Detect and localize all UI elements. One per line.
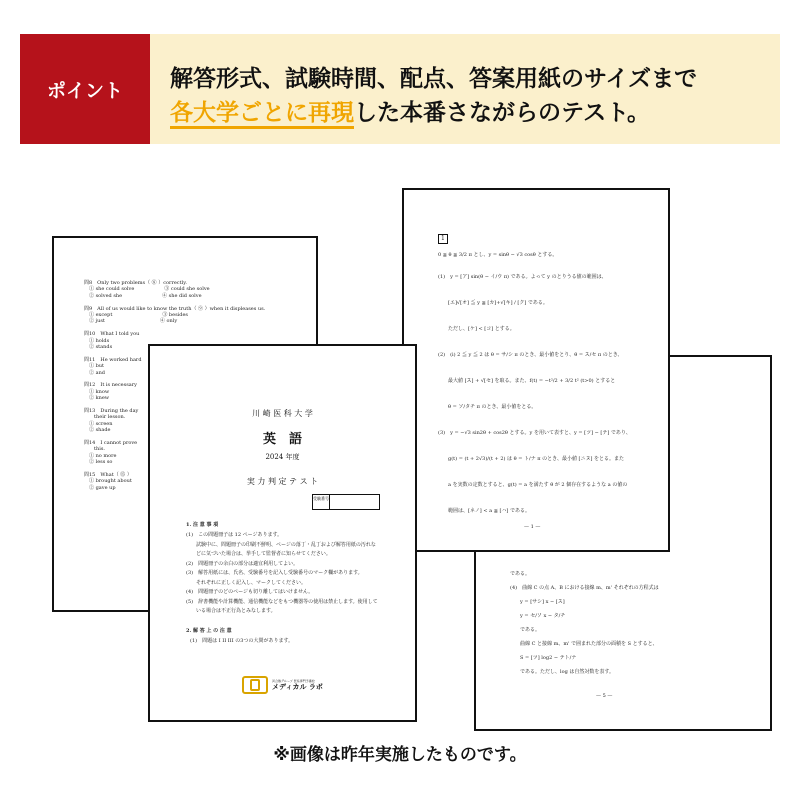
- note-line: それぞれに正しく記入し、マークしてください。: [186, 579, 307, 586]
- math1-page-number: — 1 —: [524, 524, 541, 530]
- question-line: ② knew: [84, 395, 110, 402]
- question-line: ① she could solve ③ could she solve: [84, 286, 210, 293]
- note-line: (5) 辞書機能や計算機能、通信機能などをもつ機器等の使用は禁止します。使用して: [186, 598, 378, 605]
- math5-page-number: — 5 —: [596, 693, 613, 699]
- point-badge: ポイント: [20, 34, 150, 144]
- banner-headline-rest: した本番さながらのテスト。: [354, 100, 651, 126]
- banner-headline-line2: [170, 94, 650, 127]
- question-line: ① holds: [84, 337, 110, 344]
- math1-line: (3) y = −√3 sin2θ + cos2θ とする。y を用いて表すと、y = [ツ] − [テ] であり、: [438, 430, 631, 436]
- english-cover-sheet: [148, 344, 417, 722]
- math1-intro: 0 ≦ θ ≦ 3/2 π とし、y = sinθ − √3 cosθ とする。: [438, 252, 558, 258]
- math5-line: 曲線 C と接線 m、m' で囲まれた部分の面積を S とすると、: [510, 641, 658, 647]
- question-line: ① know: [84, 388, 110, 395]
- math1-line: ただし、[ケ] < [コ] とする。: [438, 326, 515, 332]
- note-line: いる場合は不正行為とみなします。: [186, 608, 276, 614]
- note-line: どに気づいた場合は、挙手して監督者に知らせてください。: [186, 551, 331, 557]
- question-line: 問15 What（ ⑮ ）: [84, 472, 132, 478]
- math5-line: S = [ツ] log2 − テト/ナ: [510, 655, 577, 661]
- logo-subtitle: 河合塾グループ 医系専門予備校: [272, 679, 315, 683]
- point-banner: [20, 34, 780, 144]
- answer-notes-title: 2. 解 答 上 の 注 意: [186, 628, 232, 634]
- caption-note: ※画像は昨年実施したものです。: [273, 745, 527, 765]
- math1-line: a を実数の定数とすると、g(t) = a を満たす θ が 2 個存在するような a の値の: [438, 482, 628, 488]
- question-line: ② gave up: [84, 484, 116, 491]
- math-sheet-page1: [402, 188, 670, 552]
- math5-line: である。: [510, 627, 541, 633]
- math1-line: (2) (i) 2 ≦ y ≦ 2 は θ = サ/シ π のとき、最小値をとり、θ = ス/セ π のとき、: [438, 352, 623, 358]
- math5-line: y = [サシ] x − [ス]: [510, 599, 565, 605]
- logo-mark-icon: [242, 676, 268, 694]
- exam-number-box: [312, 494, 380, 510]
- question-line: ② stands: [84, 344, 113, 350]
- exam-number-label: 受験番号: [313, 495, 330, 509]
- question-line: ① except ③ besides: [84, 312, 188, 318]
- math1-problem-number: 1: [438, 234, 448, 244]
- note-line: (2) 問題冊子の余白の部分は適宜利用してよい。: [186, 560, 299, 567]
- math5-line: である。ただし、log は自然対数を表す。: [510, 669, 615, 675]
- notes-title: 1. 注 意 事 項: [186, 522, 219, 528]
- banner-headline-line1: 解答形式、試験時間、配点、答案用紙のサイズまで: [170, 66, 698, 92]
- question-line: 問14 I cannot prove: [84, 440, 138, 446]
- question-line: 問8 Only two problems（ ⑧ ）correctly.: [84, 280, 187, 286]
- logo-name: メディカル ラボ: [272, 683, 323, 691]
- question-line: 問10 What I told you: [84, 331, 140, 338]
- medical-lab-logo: [242, 676, 323, 694]
- question-line: 問11 He worked hard: [84, 356, 142, 363]
- math5-line: (4) 曲線 C の点 A、B における接線 m、m' それぞれの方程式は: [510, 585, 659, 591]
- question-line: ② shade: [84, 427, 111, 434]
- math1-line: (1) y = [ア] sin(θ − イ/ウ π) である。よって y のとりうる値の範囲は、: [438, 274, 607, 280]
- question-line: ② solved she ④ she did solve: [84, 292, 202, 299]
- math1-line: g(t) = (t + 2√3)/(t + 2) は θ = ト/ナ π のとき、最小値 [ニヌ] をとる。また: [438, 456, 625, 462]
- question-line: ① screen: [84, 420, 113, 427]
- math1-line: [エ]√[オ] ≦ y ≦ [カ]+√[キ] / [ク] である。: [438, 300, 548, 306]
- math1-line: 最大値 [ス] + √[セ] を取る。また、f(t) = −t²/2 + 3/2 t² (t>0) とすると: [438, 378, 616, 384]
- math5-line: y = セ/ソ x − タ/チ: [510, 613, 566, 619]
- note-line: 試験中に、問題冊子の印刷不鮮明、ページの落丁・乱丁および解答用紙の汚れな: [186, 541, 376, 548]
- question-line: ① brought about: [84, 478, 132, 485]
- note-line: (1) この問題冊子は 12 ページあります。: [186, 532, 283, 538]
- question-line: ② less so: [84, 459, 113, 466]
- note-line: (3) 解答用紙には、氏名、受験番号を記入し受験番号のマーク欄があります。: [186, 570, 363, 576]
- question-line: this.: [84, 446, 105, 453]
- math5-line: である。: [510, 571, 531, 577]
- question-line: their lesson.: [84, 414, 126, 421]
- answer-note: (1) 問題は I II III の3つの大問があります。: [190, 638, 294, 644]
- question-line: 問12 It is necessary: [84, 382, 137, 389]
- question-line: ① no more: [84, 452, 117, 459]
- banner-highlight: 各大学ごとに再現: [170, 100, 354, 129]
- cover-university: 川 崎 医 科 大 学: [252, 409, 313, 418]
- cover-subject: 英 語: [262, 432, 302, 447]
- question-line: ② and: [84, 369, 105, 376]
- question-line: ① but: [84, 363, 105, 370]
- question-line: 問13 During the day: [84, 408, 139, 414]
- math1-line: θ = ソ/タチ π のとき、最小値をとる。: [438, 404, 537, 410]
- cover-test-name: 実 力 判 定 テ ス ト: [246, 477, 319, 486]
- question-line: 問9 All of us would like to know the truth（ ⑨ ）when it displeases us.: [84, 305, 266, 312]
- cover-year: 2024 年度: [265, 453, 300, 461]
- note-line: (4) 問題冊子のどのページも切り離してはいけません。: [186, 589, 314, 595]
- math1-line: 範囲は、[ネノ] < a ≦ [ハ] である。: [438, 508, 530, 514]
- question-line: ② just ④ only: [84, 318, 178, 325]
